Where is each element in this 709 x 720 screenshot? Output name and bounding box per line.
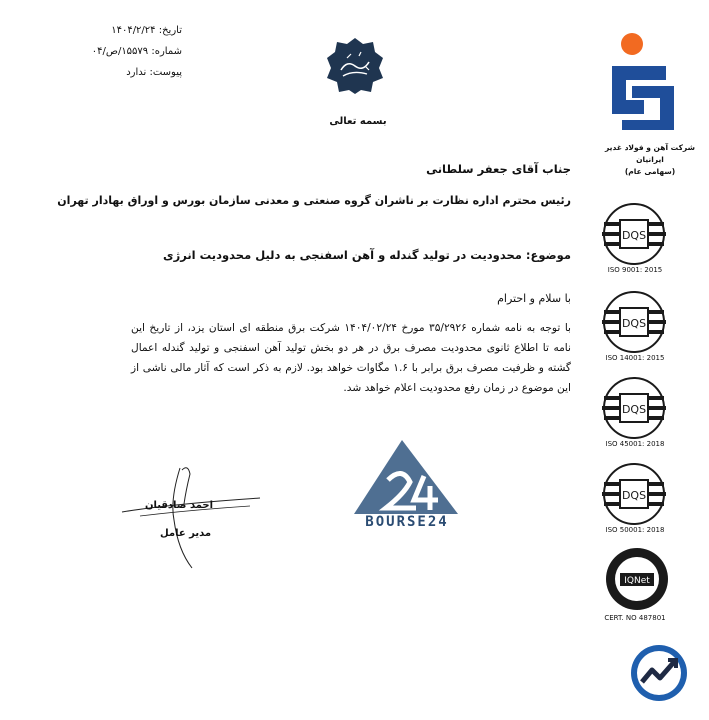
iso-45001-badge-icon [600,376,668,440]
svg-text:DQS: DQS [621,229,647,242]
iso-50001-badge-icon [600,462,668,526]
addressee-title: رئیس محترم اداره نظارت بر ناشران گروه صنعتی و معدنی سازمان بورس و اوراق بهادار تهران [57,194,571,207]
trend-chart-badge-icon [630,644,688,702]
company-name-line1: شرکت آهن و فولاد غدیر ایرانیان [605,143,695,164]
calligraphy-emblem-icon [325,36,385,96]
svg-text:DQS: DQS [621,403,647,416]
bourse24-logo-icon [354,438,460,516]
company-name-line2: (سهامی عام) [624,167,676,176]
greeting: با سلام و احترام [497,292,571,305]
cert-label-iso-45001: ISO 45001: 2018 [605,440,665,448]
iso-14001-badge-icon [600,290,668,354]
svg-text:DQS: DQS [621,317,647,330]
company-logo-icon [604,30,694,140]
svg-text:DQS: DQS [621,489,647,502]
svg-text:IQNet: IQNet [624,576,650,586]
cert-label-iqnet: CERT. NO 487801 [604,614,666,622]
letter-meta [62,20,182,83]
iso-9001-badge-icon [600,202,668,266]
letter-subject: موضوع: محدودیت در تولید گندله و آهن اسفنجی به دلیل محدودیت انرژی [163,248,571,262]
letter-body: با توجه به نامه شماره ۳۵/۲۹۲۶ مورخ ۱۴۰۴/۰۲/۲۴ شرکت برق منطقه ای استان یزد، از تاریخ این نامه تا اطلاع ثانوی محدودیت مصرف برق در هر دو بخش تولید آهن اسفنجی و تولید گندله اعمال گشته و ظرفیت مصرف برق برابر با ۱.۶ مگاوات خواهد بود. لازم به ذکر است که آثار مالی ناشی از این موضوع در زمان رفع محدودیت اعلام خواهد شد. [131,322,571,394]
signature-icon [110,460,270,570]
cert-label-iso-9001: ISO 9001: 2015 [607,266,663,274]
signatory-role: مدیر عامل [160,528,212,539]
basmala: بسمه تعالی [329,116,387,127]
iqnet-certified-badge-icon [604,546,670,612]
cert-label-iso-50001: ISO 50001: 2018 [605,526,665,534]
addressee: جناب آقای جعفر سلطانی [426,162,571,176]
company-name [602,142,698,178]
letter-date: تاریخ: ۱۴۰۴/۲/۲۴ [111,25,182,36]
letter-number: شماره: ۱۵۵۷۹/ص/۰۴ [91,46,182,57]
bourse24-watermark-text: BOURSE24 [365,514,449,530]
cert-label-iso-14001: ISO 14001: 2015 [605,354,665,362]
signatory-name: احمد صادقیان [145,500,214,511]
letter-attachment: پیوست: ندارد [126,67,182,78]
